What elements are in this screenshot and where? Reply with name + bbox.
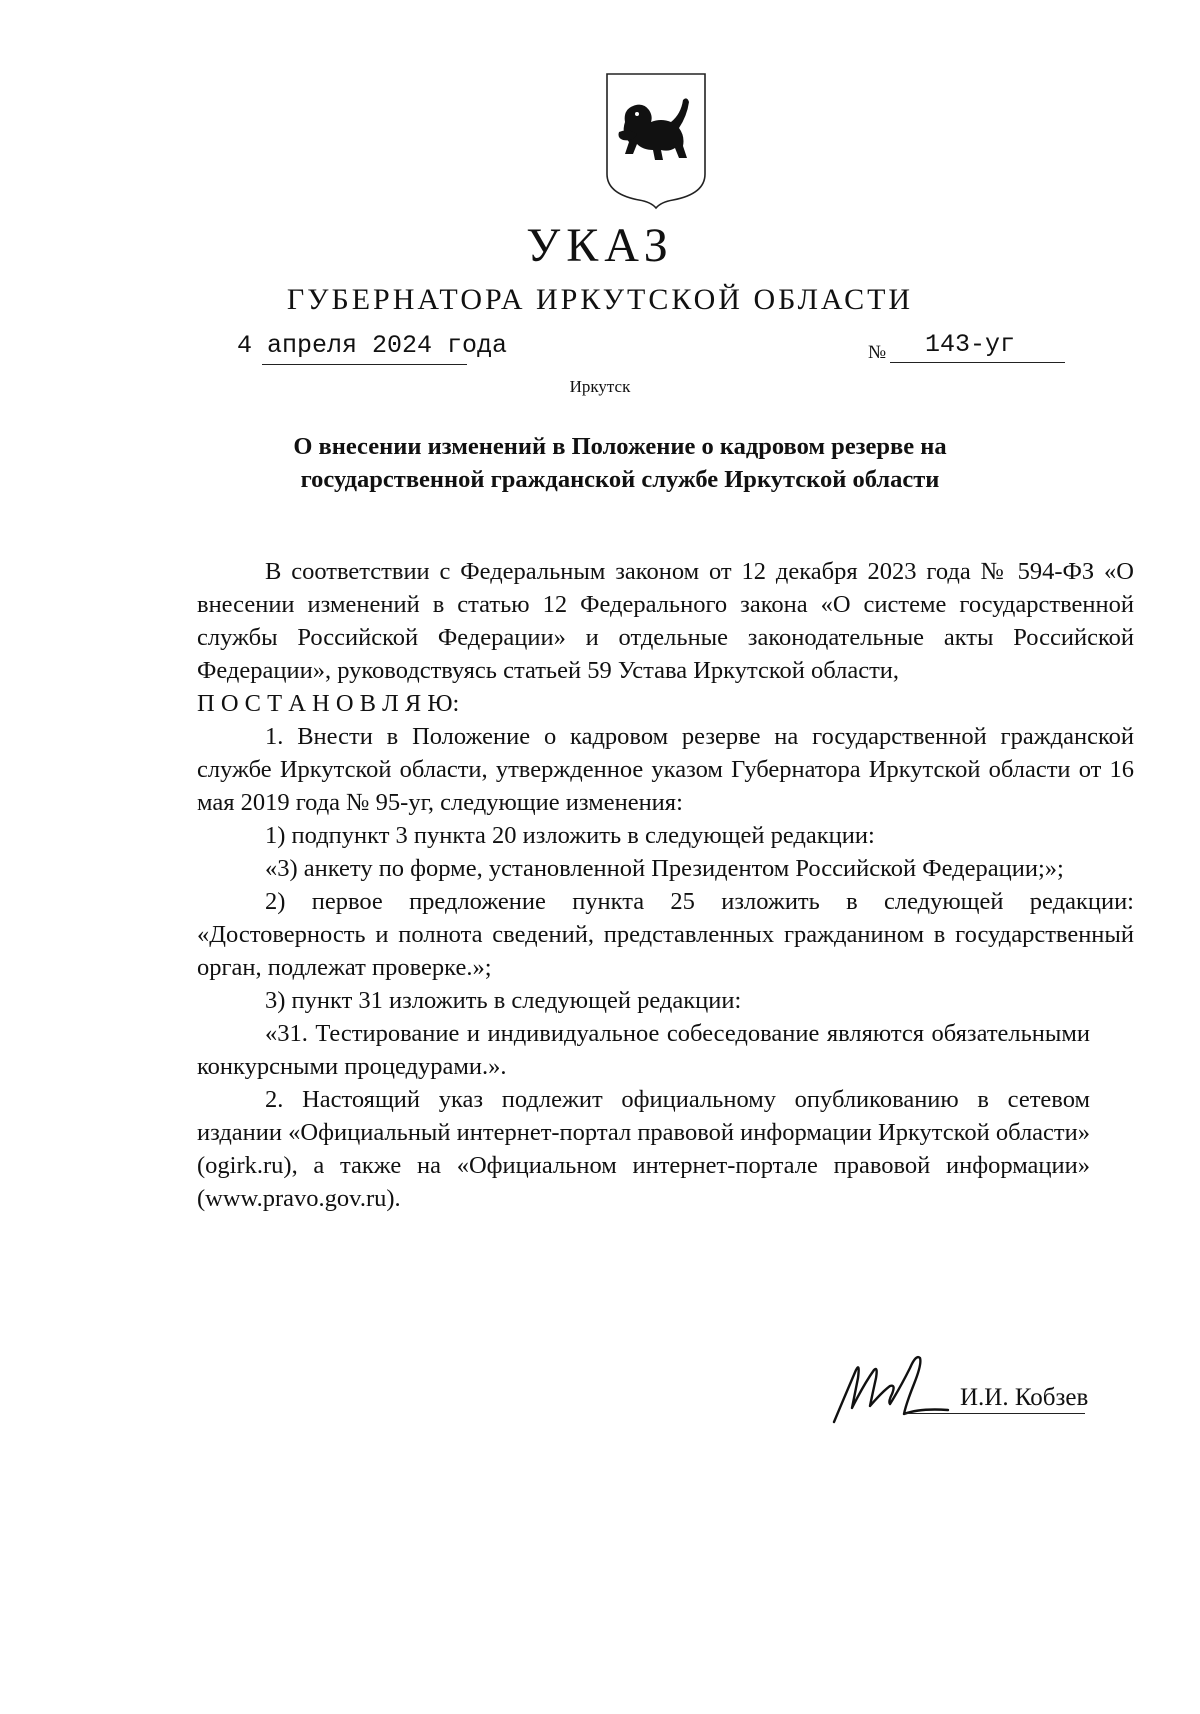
city-name: Иркутск (569, 377, 631, 396)
signature-underline (905, 1413, 1085, 1414)
document-body (197, 555, 1134, 1215)
item-2-paragraph: 2. Настоящий указ подлежит официальному опубликованию в сетевом издании «Официальный интернет-портал правовой информации Иркутской области» (ogirk.ru), а также на «Официальном интернет-портале правовой информации» (www.pravo.gov.ru). (197, 1086, 1090, 1212)
date-underline (262, 364, 467, 365)
decree-word: П О С Т А Н О В Л Я Ю: (197, 690, 460, 717)
document-type: УКАЗ (526, 219, 674, 272)
number-label: № (868, 342, 887, 363)
handwritten-signature-icon (830, 1348, 950, 1428)
item-1-paragraph: 1. Внести в Положение о кадровом резерве на государственной гражданской службе Иркутской области, утвержденное указом Губернатора Иркутской области от 16 мая 2019 года № 95-уг, следующие изменения: (197, 723, 1134, 816)
document-number: 143-уг (925, 330, 1016, 359)
document-date: 4 апреля 2024 года (237, 331, 508, 360)
subitem-3-text: «31. Тестирование и индивидуальное собеседование являются обязательными конкурсными процедурами.». (197, 1020, 1090, 1080)
subitem-1-paragraph: 1) подпункт 3 пункта 20 изложить в следующей редакции: (265, 822, 875, 849)
signatory-name: И.И. Кобзев (960, 1384, 1089, 1411)
issuer-title: ГУБЕРНАТОРА ИРКУТСКОЙ ОБЛАСТИ (286, 283, 914, 316)
preamble-paragraph: В соответствии с Федеральным законом от 12 декабря 2023 года № 594-ФЗ «О внесении изменений в статью 12 Федерального закона «О системе государственной службы Российской Федерации» и отдельные законодательные акты Российской Федерации», руководствуясь статьей 59 Устава Иркутской области, (197, 558, 1134, 684)
subitem-1-text: «3) анкету по форме, установленной Президентом Российской Федерации;»; (265, 855, 1064, 882)
subitem-2-paragraph: 2) первое предложение пункта 25 изложить в следующей редакции: «Достоверность и полнота сведений, представленных гражданином в государственный орган, подлежат проверке.»; (197, 888, 1134, 981)
irkutsk-coat-of-arms-icon (603, 70, 709, 210)
title-line-1: О внесении изменений в Положение о кадровом резерве на (293, 433, 947, 460)
subitem-3-paragraph: 3) пункт 31 изложить в следующей редакции: (265, 987, 742, 1014)
document-title (200, 430, 1040, 496)
number-underline (890, 362, 1065, 363)
title-line-2: государственной гражданской службе Иркутской области (300, 466, 940, 493)
